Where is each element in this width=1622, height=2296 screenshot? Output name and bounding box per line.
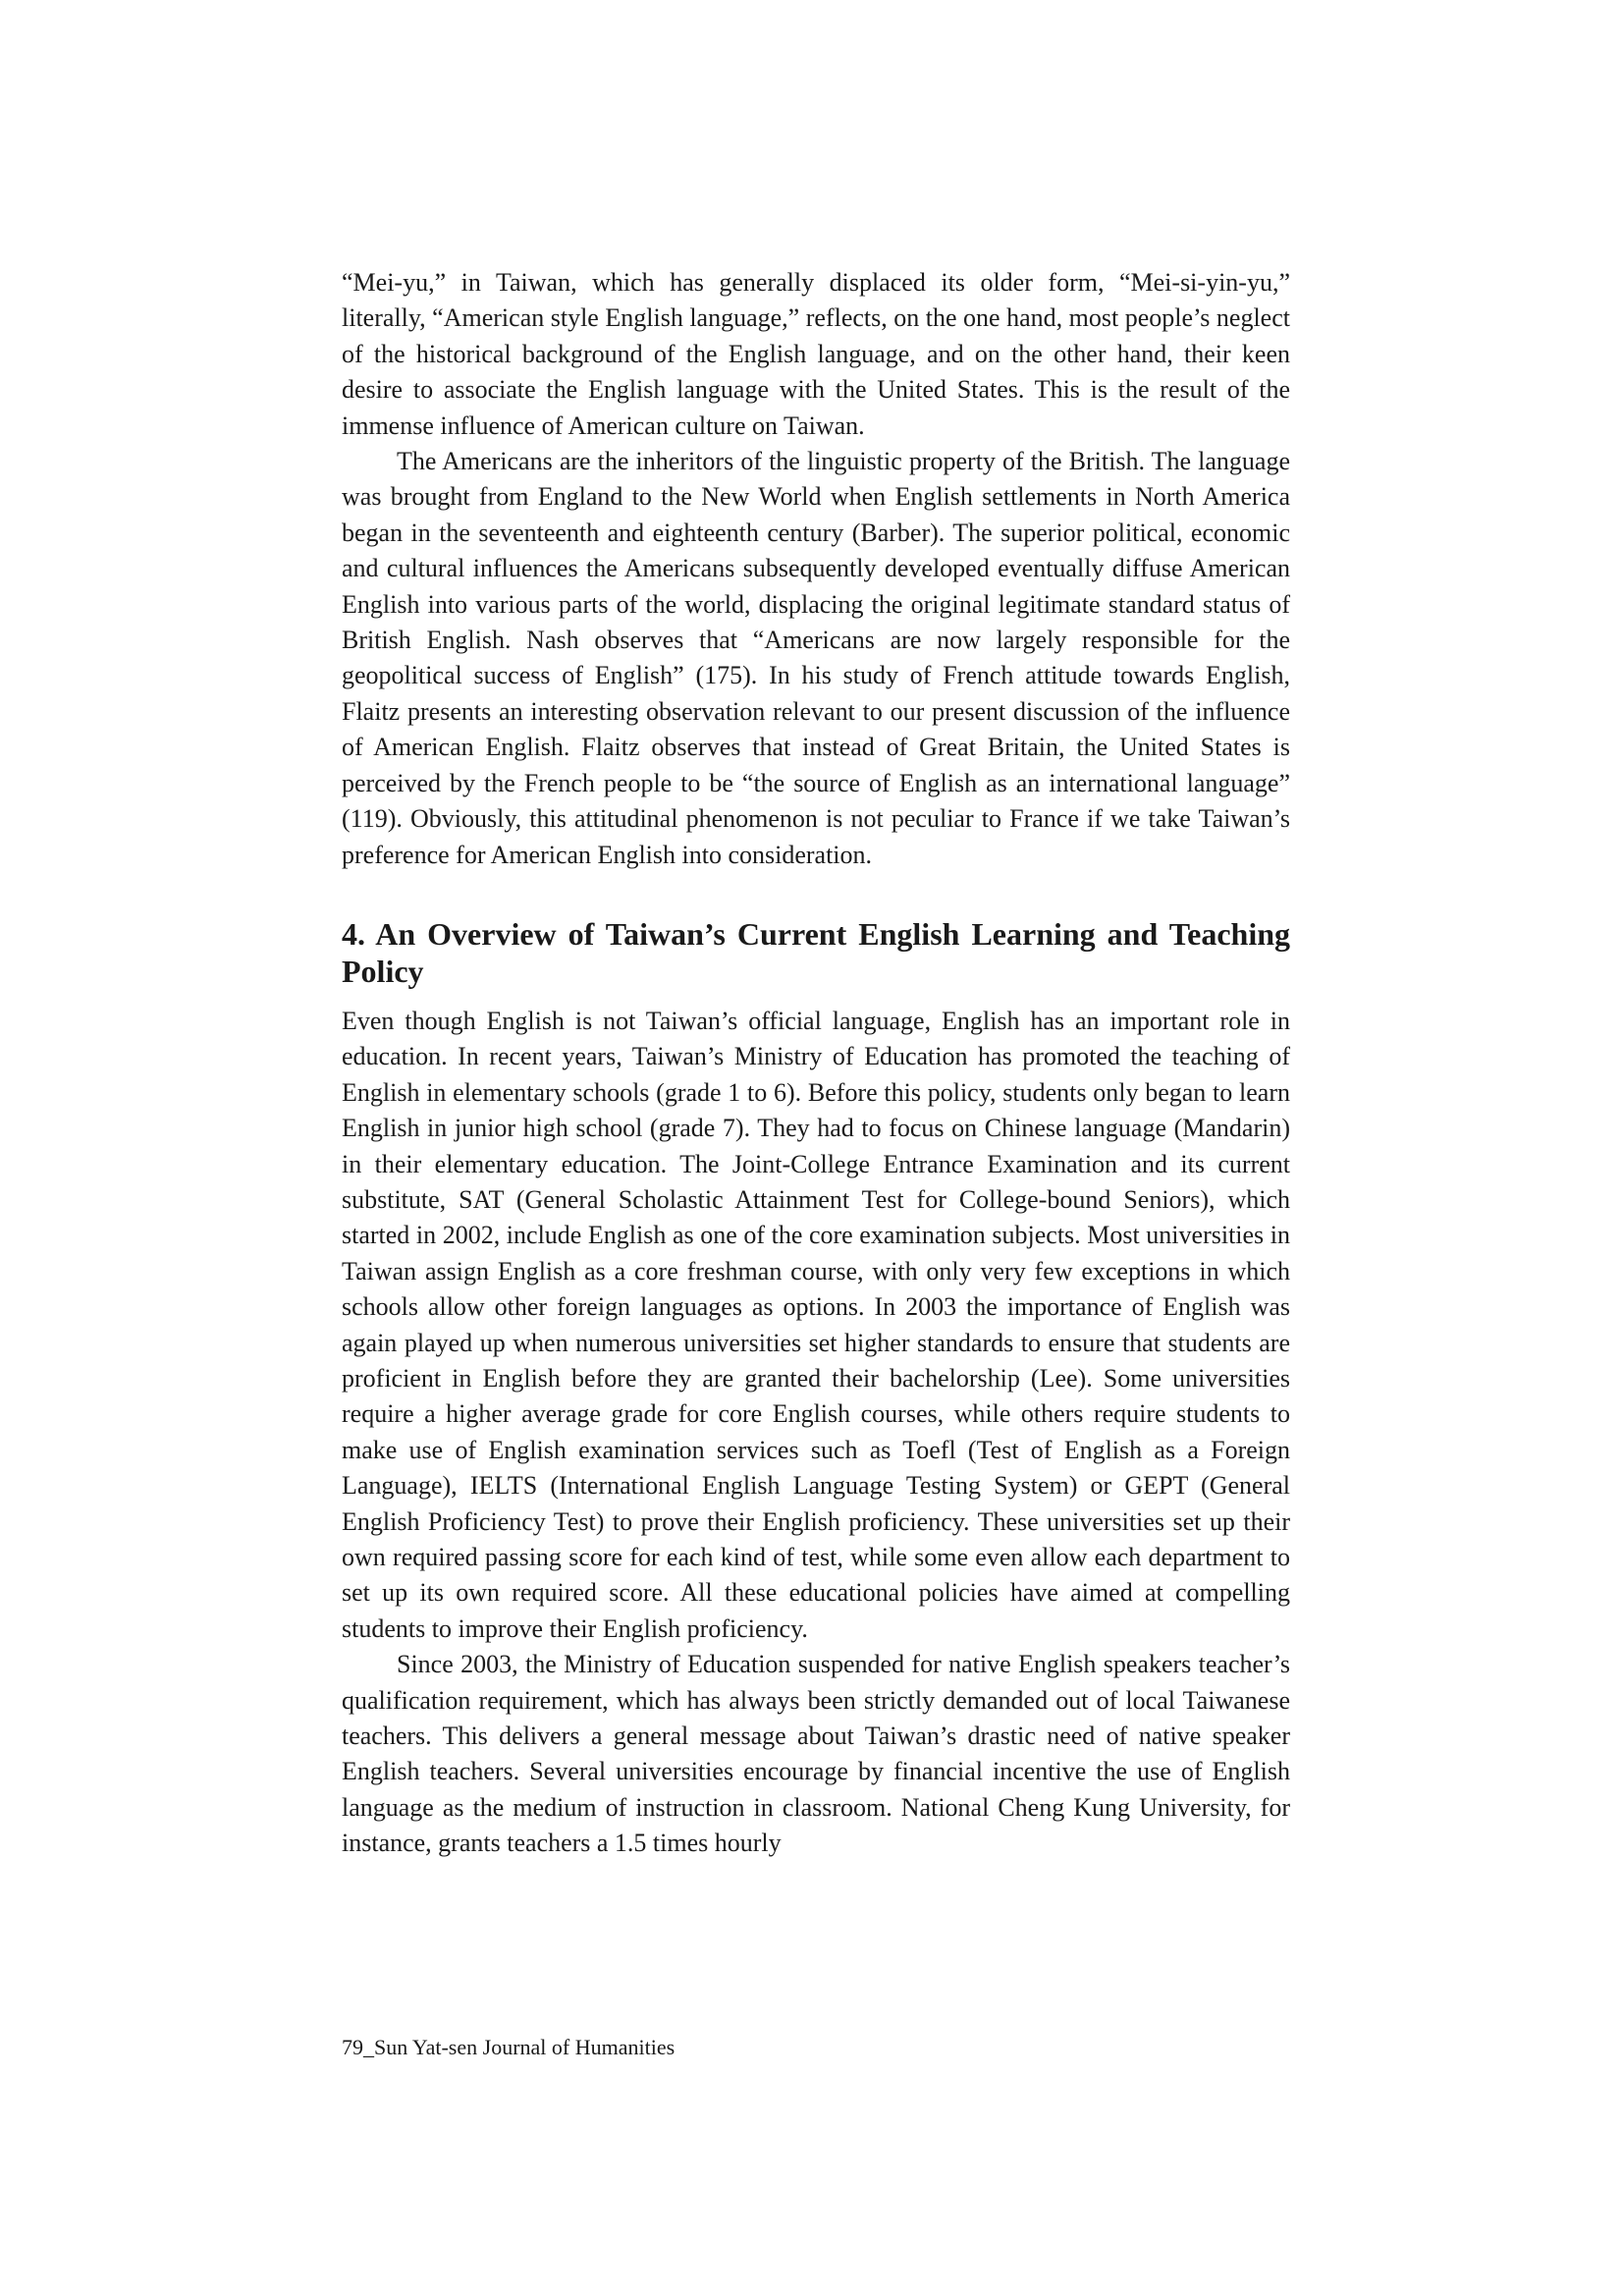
- page-body: [342, 265, 1290, 1862]
- paragraph-ministry-2003: Since 2003, the Ministry of Education suspended for native English speakers teacher’s qualification requirement, which has always been strictly demanded out of local Taiwanese teachers. This delivers a general message about Taiwan’s drastic need of native speaker English teachers. Several universities encourage by financial incentive the use of English language as the medium of instruction in classroom. National Cheng Kung University, for instance, grants teachers a 1.5 times hourly: [342, 1650, 1290, 1858]
- paragraph-mei-yu: “Mei-yu,” in Taiwan, which has generally displaced its older form, “Mei-si-yin-yu,” literally, “American style English language,” reflects, on the one hand, most people’s neglect of the historical background of the English language, and on the other hand, their keen desire to associate the English language with the United States. This is the result of the immense influence of American culture on Taiwan.: [342, 268, 1290, 440]
- paragraph-american-inheritors: The Americans are the inheritors of the linguistic property of the British. The language was brought from England to the New World when English settlements in North America began in the seventeenth and eighteenth century (Barber). The superior political, economic and cultural influences the Americans subsequently developed eventually diffuse American English into various parts of the world, displacing the original legitimate standard status of British English. Nash observes that “Americans are now largely responsible for the geopolitical success of English” (175). In his study of French attitude towards English, Flaitz presents an interesting observation relevant to our present discussion of the influence of American English. Flaitz observes that instead of Great Britain, the United States is perceived by the French people to be “the source of English as an international language” (119). Obviously, this attitudinal phenomenon is not peculiar to France if we take Taiwan’s preference for American English into consideration.: [342, 447, 1290, 869]
- section-heading: 4. An Overview of Taiwan’s Current English Learning and Teaching Policy: [342, 915, 1290, 989]
- page-footer: 79_Sun Yat-sen Journal of Humanities: [342, 2035, 676, 2059]
- paragraph-english-in-education: Even though English is not Taiwan’s official language, English has an important role in education. In recent years, Taiwan’s Ministry of Education has promoted the teaching of English in elementary schools (grade 1 to 6). Before this policy, students only began to learn English in junior high school (grade 7). They had to focus on Chinese language (Mandarin) in their elementary education. The Joint-College Entrance Examination and its current substitute, SAT (General Scholastic Attainment Test for College-bound Seniors), which started in 2002, include English as one of the core examination subjects. Most universities in Taiwan assign English as a core freshman course, with only very few exceptions in which schools allow other foreign languages as options. In 2003 the importance of English was again played up when numerous universities set higher standards to ensure that students are proficient in English before they are granted their bachelorship (Lee). Some universities require a higher average grade for core English courses, while others require students to make use of English examination services such as Toefl (Test of English as a Foreign Language), IELTS (International English Language Testing System) or GEPT (General English Proficiency Test) to prove their English proficiency. These universities set up their own required passing score for each kind of test, while some even allow each department to set up its own required score. All these educational policies have aimed at compelling students to improve their English proficiency.: [342, 1006, 1290, 1643]
